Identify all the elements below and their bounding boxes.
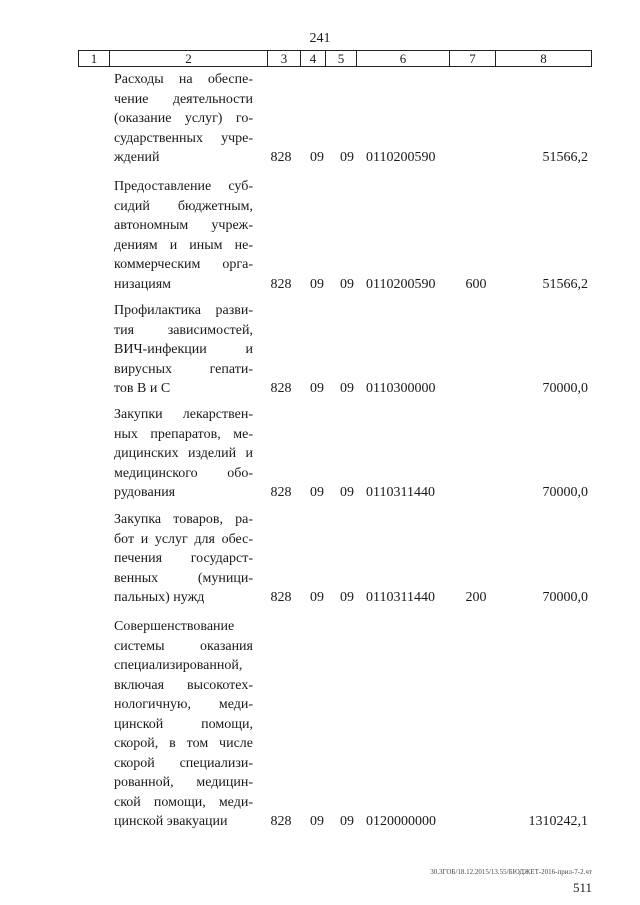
ministry-code: 828 <box>270 276 292 292</box>
description-line: Совершенствование <box>114 619 235 634</box>
section-code: 09 <box>310 150 324 165</box>
description-line: чение деятельности <box>114 91 253 107</box>
subsection-code: 09 <box>340 485 354 500</box>
description-line: вирусных гепати- <box>114 361 253 377</box>
description-line: нологичную, меди- <box>114 697 253 712</box>
target-article-code: 0110311440 <box>366 485 435 500</box>
description-line: сударственных учре- <box>114 130 253 146</box>
description-line: скорой специализи- <box>114 755 253 771</box>
description-line: цинской помощи, <box>114 716 253 732</box>
description-line: сидий бюджетным, <box>114 198 253 214</box>
subsection-code: 09 <box>340 814 354 829</box>
description-line: Закупки лекарствен- <box>114 407 253 422</box>
ministry-code: 828 <box>270 150 292 165</box>
column-header-5: 5 <box>325 50 357 67</box>
description-line: включая высокотех- <box>114 677 253 693</box>
subsection-code: 09 <box>340 590 354 605</box>
description-line: пальных) нужд <box>114 590 205 605</box>
column-header-8: 8 <box>495 50 592 67</box>
description-line: специализированной, <box>114 658 243 673</box>
column-header-6: 6 <box>356 50 450 67</box>
description-line: ВИЧ-инфекции и <box>114 342 253 357</box>
row-description <box>114 510 253 608</box>
description-line: системы оказания <box>114 638 253 654</box>
amount: 1310242,1 <box>528 814 588 829</box>
column-header-7: 7 <box>449 50 496 67</box>
description-line: Предоставление суб- <box>114 179 253 194</box>
target-article-code: 0110200590 <box>366 276 436 292</box>
amount: 51566,2 <box>542 150 588 165</box>
column-header-2: 2 <box>109 50 268 67</box>
ministry-code: 828 <box>270 381 292 396</box>
description-line: печения государст- <box>114 551 253 566</box>
description-line: Профилактика разви- <box>114 303 253 318</box>
description-line: дицинских изделий и <box>114 446 253 461</box>
row-description <box>114 301 253 399</box>
description-line: тия зависимостей, <box>114 322 253 338</box>
description-line: рованной, медицин- <box>114 775 253 790</box>
section-code: 09 <box>310 485 324 500</box>
target-article-code: 0110200590 <box>366 150 436 165</box>
subsection-code: 09 <box>340 150 354 165</box>
description-line: Закупка товаров, ра- <box>114 512 253 527</box>
section-code: 09 <box>310 590 324 605</box>
subsection-code: 09 <box>340 381 354 396</box>
description-line: ской помощи, меди- <box>114 794 253 810</box>
sheet-number: 511 <box>572 880 592 895</box>
section-code: 09 <box>310 276 324 292</box>
target-article-code: 0110300000 <box>366 381 436 396</box>
column-header-3: 3 <box>267 50 301 67</box>
description-line: тов В и С <box>114 381 171 396</box>
section-code: 09 <box>310 381 324 396</box>
amount: 70000,0 <box>542 485 588 500</box>
target-article-code: 0110311440 <box>366 590 435 605</box>
description-line: Расходы на обеспе- <box>114 72 253 87</box>
description-line: венных (муници- <box>114 570 253 586</box>
subsection-code: 09 <box>340 276 354 292</box>
row-description <box>114 177 253 294</box>
description-line: низациям <box>114 276 172 292</box>
description-line: медицинского обо- <box>114 465 253 481</box>
description-line: ждений <box>114 150 160 165</box>
expense-type-code: 200 <box>465 590 487 605</box>
expense-type-code: 600 <box>465 276 487 292</box>
amount: 70000,0 <box>542 381 588 396</box>
description-line: дениям и иным не- <box>114 237 253 253</box>
description-line: скорой, в том числе <box>114 736 253 751</box>
description-line: ных препаратов, ме- <box>114 426 253 442</box>
row-description <box>114 70 253 168</box>
amount: 51566,2 <box>542 276 588 292</box>
column-header-row <box>78 50 592 68</box>
ministry-code: 828 <box>270 814 292 829</box>
description-line: цинской эвакуации <box>114 814 228 829</box>
row-description <box>114 405 253 503</box>
section-code: 09 <box>310 814 324 829</box>
row-description <box>114 617 253 832</box>
column-header-4: 4 <box>300 50 326 67</box>
amount: 70000,0 <box>542 590 588 605</box>
column-header-1: 1 <box>78 50 110 67</box>
description-line: коммерческим орга- <box>114 257 253 272</box>
document-code: 30.3ГОБ/18.12.2015/13.55/БЮДЖЕТ-2016-прил-7-2.чт <box>430 868 592 876</box>
target-article-code: 0120000000 <box>366 814 436 829</box>
page-number: 241 <box>309 31 331 46</box>
description-line: автономным учреж- <box>114 218 253 233</box>
ministry-code: 828 <box>270 590 292 605</box>
description-line: (оказание услуг) го- <box>114 111 253 126</box>
description-line: бот и услуг для обес- <box>114 531 253 547</box>
ministry-code: 828 <box>270 485 292 500</box>
description-line: рудования <box>114 485 176 500</box>
